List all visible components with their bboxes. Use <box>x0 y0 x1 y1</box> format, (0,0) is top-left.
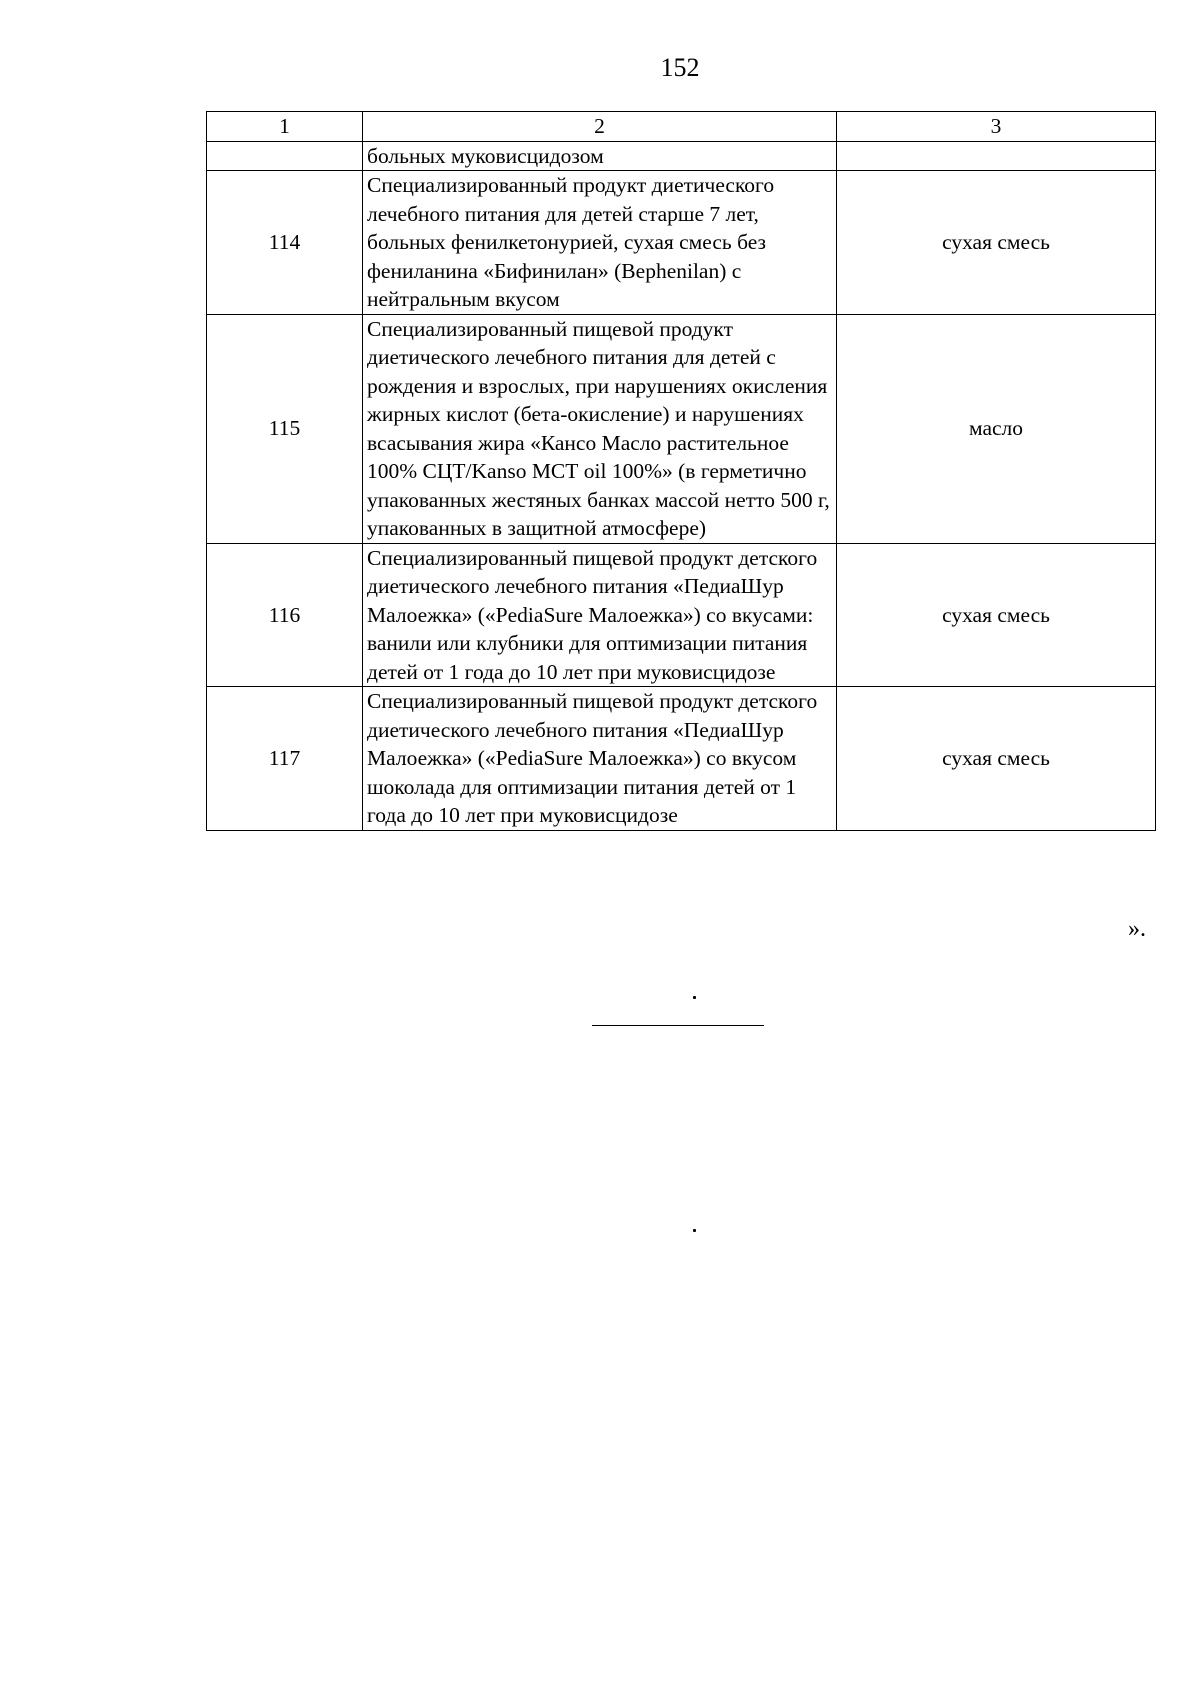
table-header-row <box>207 112 1156 142</box>
closing-quote: ». <box>1128 916 1146 942</box>
separator-line <box>592 1025 764 1026</box>
row-number: 116 <box>207 543 363 687</box>
row-number: 115 <box>207 314 363 543</box>
product-form: сухая смесь <box>837 543 1156 687</box>
table-row <box>207 171 1156 315</box>
product-form: масло <box>837 314 1156 543</box>
table-row <box>207 314 1156 543</box>
product-name: Специализированный пищевой продукт диетического лечебного питания для детей с рождения и взрослых, при нарушениях окисления жирных кислот (бета-окисление) и нарушениях всасывания жира «Кансо Масло растительное 100% СЦТ/Kanso МСТ oil 100%» (в герметично упакованных жестяных банках массой нетто 500 г, упакованных в защитной атмосфере) <box>363 314 837 543</box>
row-number <box>207 141 363 171</box>
product-name: больных муковисцидозом <box>363 141 837 171</box>
product-form: сухая смесь <box>837 171 1156 315</box>
row-number: 114 <box>207 171 363 315</box>
scan-speck <box>693 1229 696 1232</box>
column-header-1: 1 <box>207 112 363 142</box>
table-row <box>207 141 1156 171</box>
table-row <box>207 543 1156 687</box>
row-number: 117 <box>207 687 363 831</box>
product-name: Специализированный пищевой продукт детского диетического лечебного питания «ПедиаШур Малоежка» («PediaSure Малоежка») со вкусами: ванили или клубники для оптимизации питания детей от 1 года до 10 лет при муковисцидозе <box>363 543 837 687</box>
column-header-3: 3 <box>837 112 1156 142</box>
product-form <box>837 141 1156 171</box>
product-name: Специализированный пищевой продукт детского диетического лечебного питания «ПедиаШур Малоежка» («PediaSure Малоежка») со вкусом шоколада для оптимизации питания детей от 1 года до 10 лет при муковисцидозе <box>363 687 837 831</box>
table-row <box>207 687 1156 831</box>
product-name: Специализированный продукт диетического лечебного питания для детей старше 7 лет, больных фенилкетонурией, сухая смесь без фениланина «Бифинилан» (Bephenilan) с нейтральным вкусом <box>363 171 837 315</box>
column-header-2: 2 <box>363 112 837 142</box>
document-table <box>206 111 1156 831</box>
product-form: сухая смесь <box>837 687 1156 831</box>
page-number: 152 <box>660 53 700 82</box>
scan-speck <box>693 996 696 999</box>
